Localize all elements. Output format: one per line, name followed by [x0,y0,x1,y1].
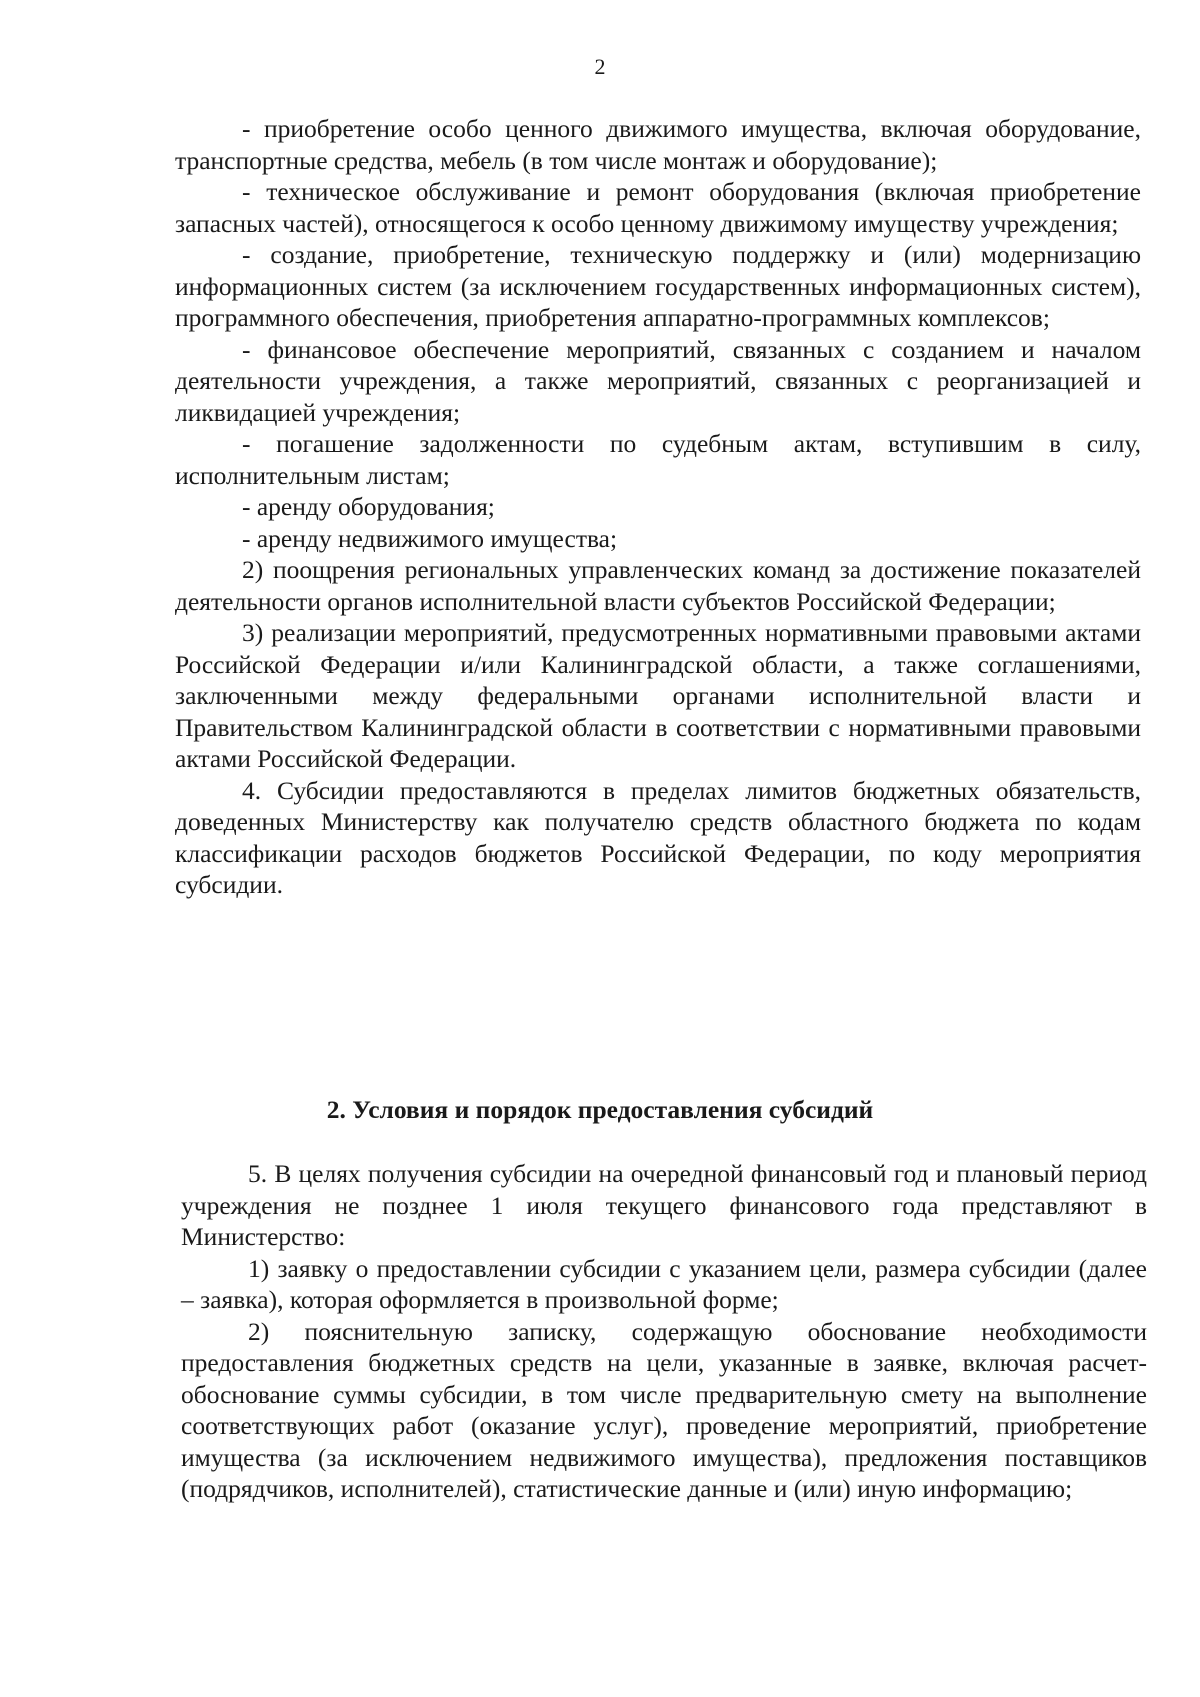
section-2-body [181,1158,1147,1505]
paragraph: - приобретение особо ценного движимого имущества, включая оборудование, транспортные средства, мебель (в том числе монтаж и оборудование); [175,114,1141,175]
paragraph: - финансовое обеспечение мероприятий, связанных с созданием и началом деятельности учреждения, а также мероприятий, связанных с реорганизацией и ликвидацией учреждения; [175,334,1141,427]
paragraph: 4. Субсидии предоставляются в пределах лимитов бюджетных обязательств, доведенных Министерству как получателю средств областного бюджета по кодам классификации расходов бюджетов Российской Федерации, по коду мероприятия субсидии. [175,775,1141,899]
paragraph: - аренду недвижимого имущества; [242,523,618,553]
paragraph: 2) поощрения региональных управленческих команд за достижение показателей деятельности органов исполнительной власти субъектов Российской Федерации; [175,555,1141,616]
paragraph: 2) пояснительную записку, содержащую обоснование необходимости предоставления бюджетных средств на цели, указанные в заявке, включая расчет-обоснование суммы субсидии, в том числе предварительную смету на выполнение соответствующих работ (оказание услуг), проведение мероприятий, приобретение имущества (за исключением недвижимого имущества), предложения поставщиков (подрядчиков, исполнителей), статистические данные и (или) иную информацию; [181,1316,1147,1503]
paragraph: 1) заявку о предоставлении субсидии с указанием цели, размера субсидии (далее – заявка), которая оформляется в произвольной форме; [181,1253,1147,1314]
section-heading: 2. Условия и порядок предоставления субсидий [326,1095,874,1124]
paragraph: - техническое обслуживание и ремонт оборудования (включая приобретение запасных частей), относящегося к особо ценному движимому имуществу учреждения; [175,177,1141,238]
paragraph: - аренду оборудования; [242,492,495,521]
page-number: 2 [594,54,606,79]
paragraph: 3) реализации мероприятий, предусмотренных нормативными правовыми актами Российской Федерации и/или Калининградской области, а также соглашениями, заключенными между федеральными органами исполнительной власти и Правительством Калининградской области в соответствии с нормативными правовыми актами Российской Федерации. [175,618,1141,773]
section-1-body [175,113,1141,901]
paragraph: 5. В целях получения субсидии на очередной финансовый год и плановый период учреждения не позднее 1 июля текущего финансового года представляют в Министерство: [181,1159,1147,1251]
paragraph: - создание, приобретение, техническую поддержку и (или) модернизацию информационных систем (за исключением государственных информационных систем), программного обеспечения, приобретения аппаратно-программных комплексов; [175,240,1141,332]
paragraph: - погашение задолженности по судебным актам, вступившим в силу, исполнительным листам; [175,429,1141,490]
